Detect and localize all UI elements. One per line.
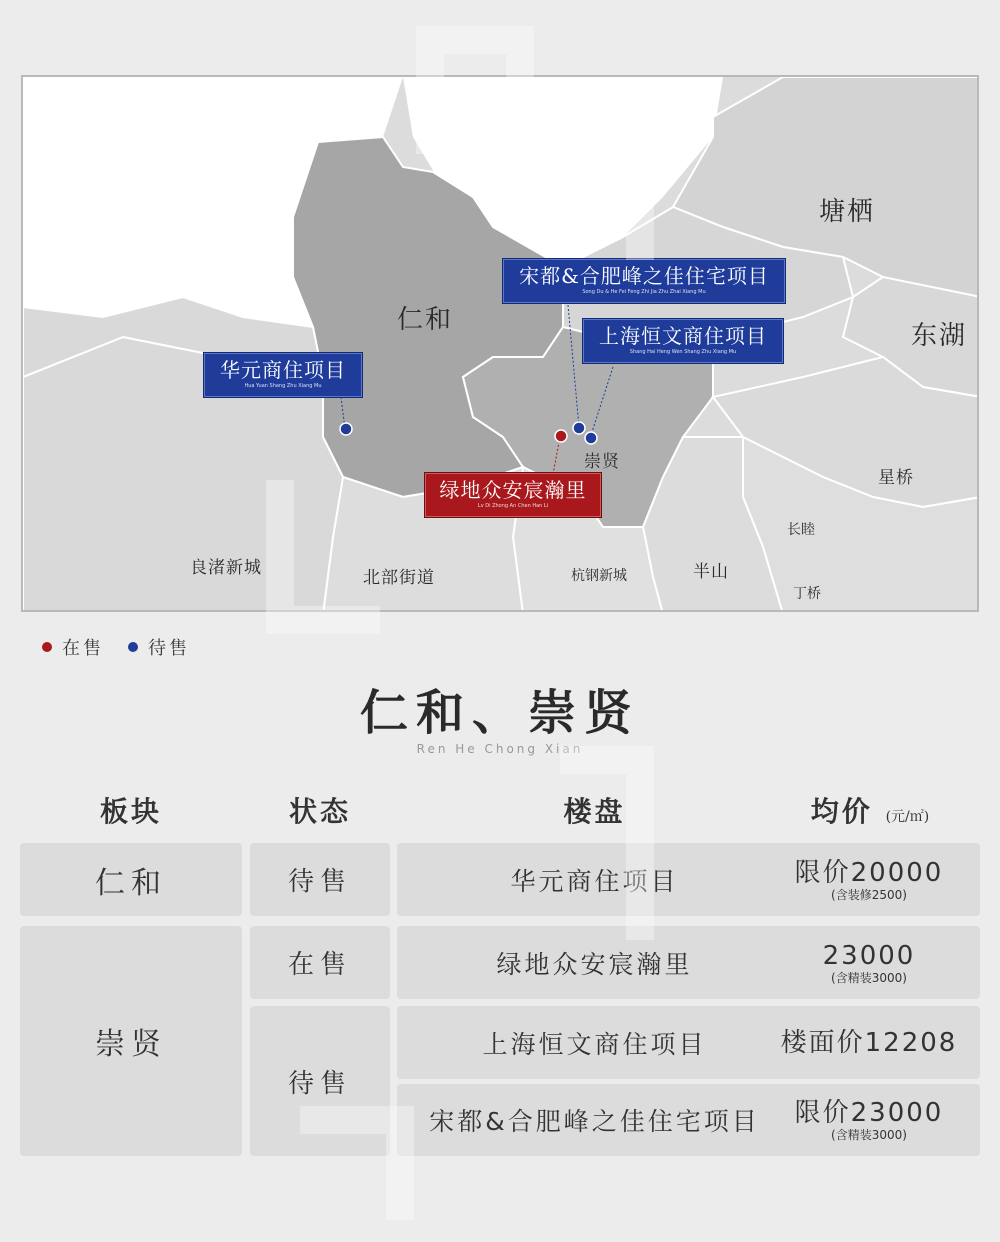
- price-value: 23000: [822, 940, 916, 971]
- header-price-label: 均价: [810, 795, 873, 828]
- map-legend: [42, 634, 214, 660]
- cell-status-renhe: [250, 843, 390, 916]
- price-note: (含精装3000): [831, 970, 907, 985]
- map-regions: [23, 77, 979, 612]
- header-block: 板块: [99, 795, 162, 828]
- project-name: 华元商住项目: [220, 358, 346, 382]
- region-changxu: 长睦: [787, 522, 815, 538]
- header-price: [770, 790, 970, 830]
- region-chongxian: 崇贤: [584, 452, 620, 472]
- project-pinyin: Lv Di Zhong An Chen Han Li: [477, 503, 549, 509]
- price-value: 楼面价12208: [780, 1027, 958, 1058]
- cell-text: 崇贤: [95, 1027, 167, 1062]
- cell-block-renhe: [20, 843, 242, 916]
- project-name: 上海恒文商住项目: [599, 324, 767, 348]
- cell-project-huayuan: [397, 843, 792, 916]
- cell-price-lvdi: [758, 926, 980, 999]
- district-map: [21, 75, 979, 612]
- cell-project-lvdi: [397, 926, 792, 999]
- cell-text: 待售: [287, 867, 352, 897]
- cell-price-huayuan: [758, 843, 980, 916]
- on-sale-dot-icon: [42, 642, 52, 652]
- region-renhe: 仁和: [397, 305, 454, 335]
- region-dingqiao: 丁桥: [793, 586, 821, 602]
- legend-upcoming: 待售: [148, 638, 190, 659]
- header-status: 状态: [288, 795, 351, 828]
- cell-price-shanghai-hengwen: [758, 1006, 980, 1079]
- project-name: 绿地众安宸瀚里: [439, 478, 587, 502]
- cell-text: 上海恒文商住项目: [482, 1029, 707, 1059]
- cell-project-songdu: [397, 1084, 792, 1156]
- legend-on-sale: 在售: [62, 638, 104, 659]
- cell-price-songdu: [758, 1084, 980, 1156]
- project-label-shanghai-hengwen[interactable]: [582, 318, 784, 364]
- project-pinyin: Song Du & He Fei Feng Zhi Jia Zhu Zhai Xiang Mu: [582, 289, 706, 295]
- cell-block-chongxian: [20, 926, 242, 1156]
- page-title: 仁和、崇贤: [359, 685, 640, 741]
- cell-text: 仁和: [95, 865, 167, 901]
- project-label-huayuan[interactable]: [203, 352, 363, 398]
- cell-text: 绿地众安宸瀚里: [496, 949, 693, 979]
- cell-status-upcoming: [250, 1006, 390, 1156]
- project-name: 宋都&合肥峰之佳住宅项目: [519, 264, 769, 288]
- price-value: 限价23000: [794, 1098, 944, 1128]
- project-label-songdu[interactable]: [502, 258, 786, 304]
- price-note: (含精装3000): [831, 1128, 907, 1142]
- cell-text: 宋都&合肥峰之佳住宅项目: [429, 1107, 760, 1136]
- cell-project-shanghai-hengwen: [397, 1006, 792, 1079]
- cell-text: 华元商住项目: [510, 866, 679, 896]
- region-liangzhu: 良渚新城: [190, 558, 262, 578]
- cell-text: 在售: [287, 950, 352, 980]
- project-pinyin: Hua Yuan Shang Zhu Xiang Mu: [244, 383, 322, 389]
- region-donghu: 东湖: [911, 321, 968, 351]
- project-label-lvdi[interactable]: [424, 472, 602, 518]
- cell-text: 待售: [287, 1068, 352, 1099]
- region-xingqiao: 星桥: [878, 468, 914, 488]
- region-tangqi: 塘栖: [819, 197, 876, 227]
- region-hanggang: 杭钢新城: [571, 568, 627, 584]
- region-banshan: 半山: [693, 562, 729, 582]
- price-value: 限价20000: [794, 857, 944, 888]
- header-price-unit: (元/㎡): [885, 809, 930, 825]
- cell-status-on-sale: [250, 926, 390, 999]
- price-note: (含装修2500): [831, 887, 907, 902]
- page-subtitle: Ren He Chong Xian: [416, 742, 584, 756]
- header-project: 楼盘: [563, 795, 626, 828]
- project-pinyin: Shang Hai Heng Wen Shang Zhu Xiang Mu: [629, 349, 737, 355]
- region-beibu: 北部街道: [363, 568, 435, 588]
- upcoming-dot-icon: [128, 642, 138, 652]
